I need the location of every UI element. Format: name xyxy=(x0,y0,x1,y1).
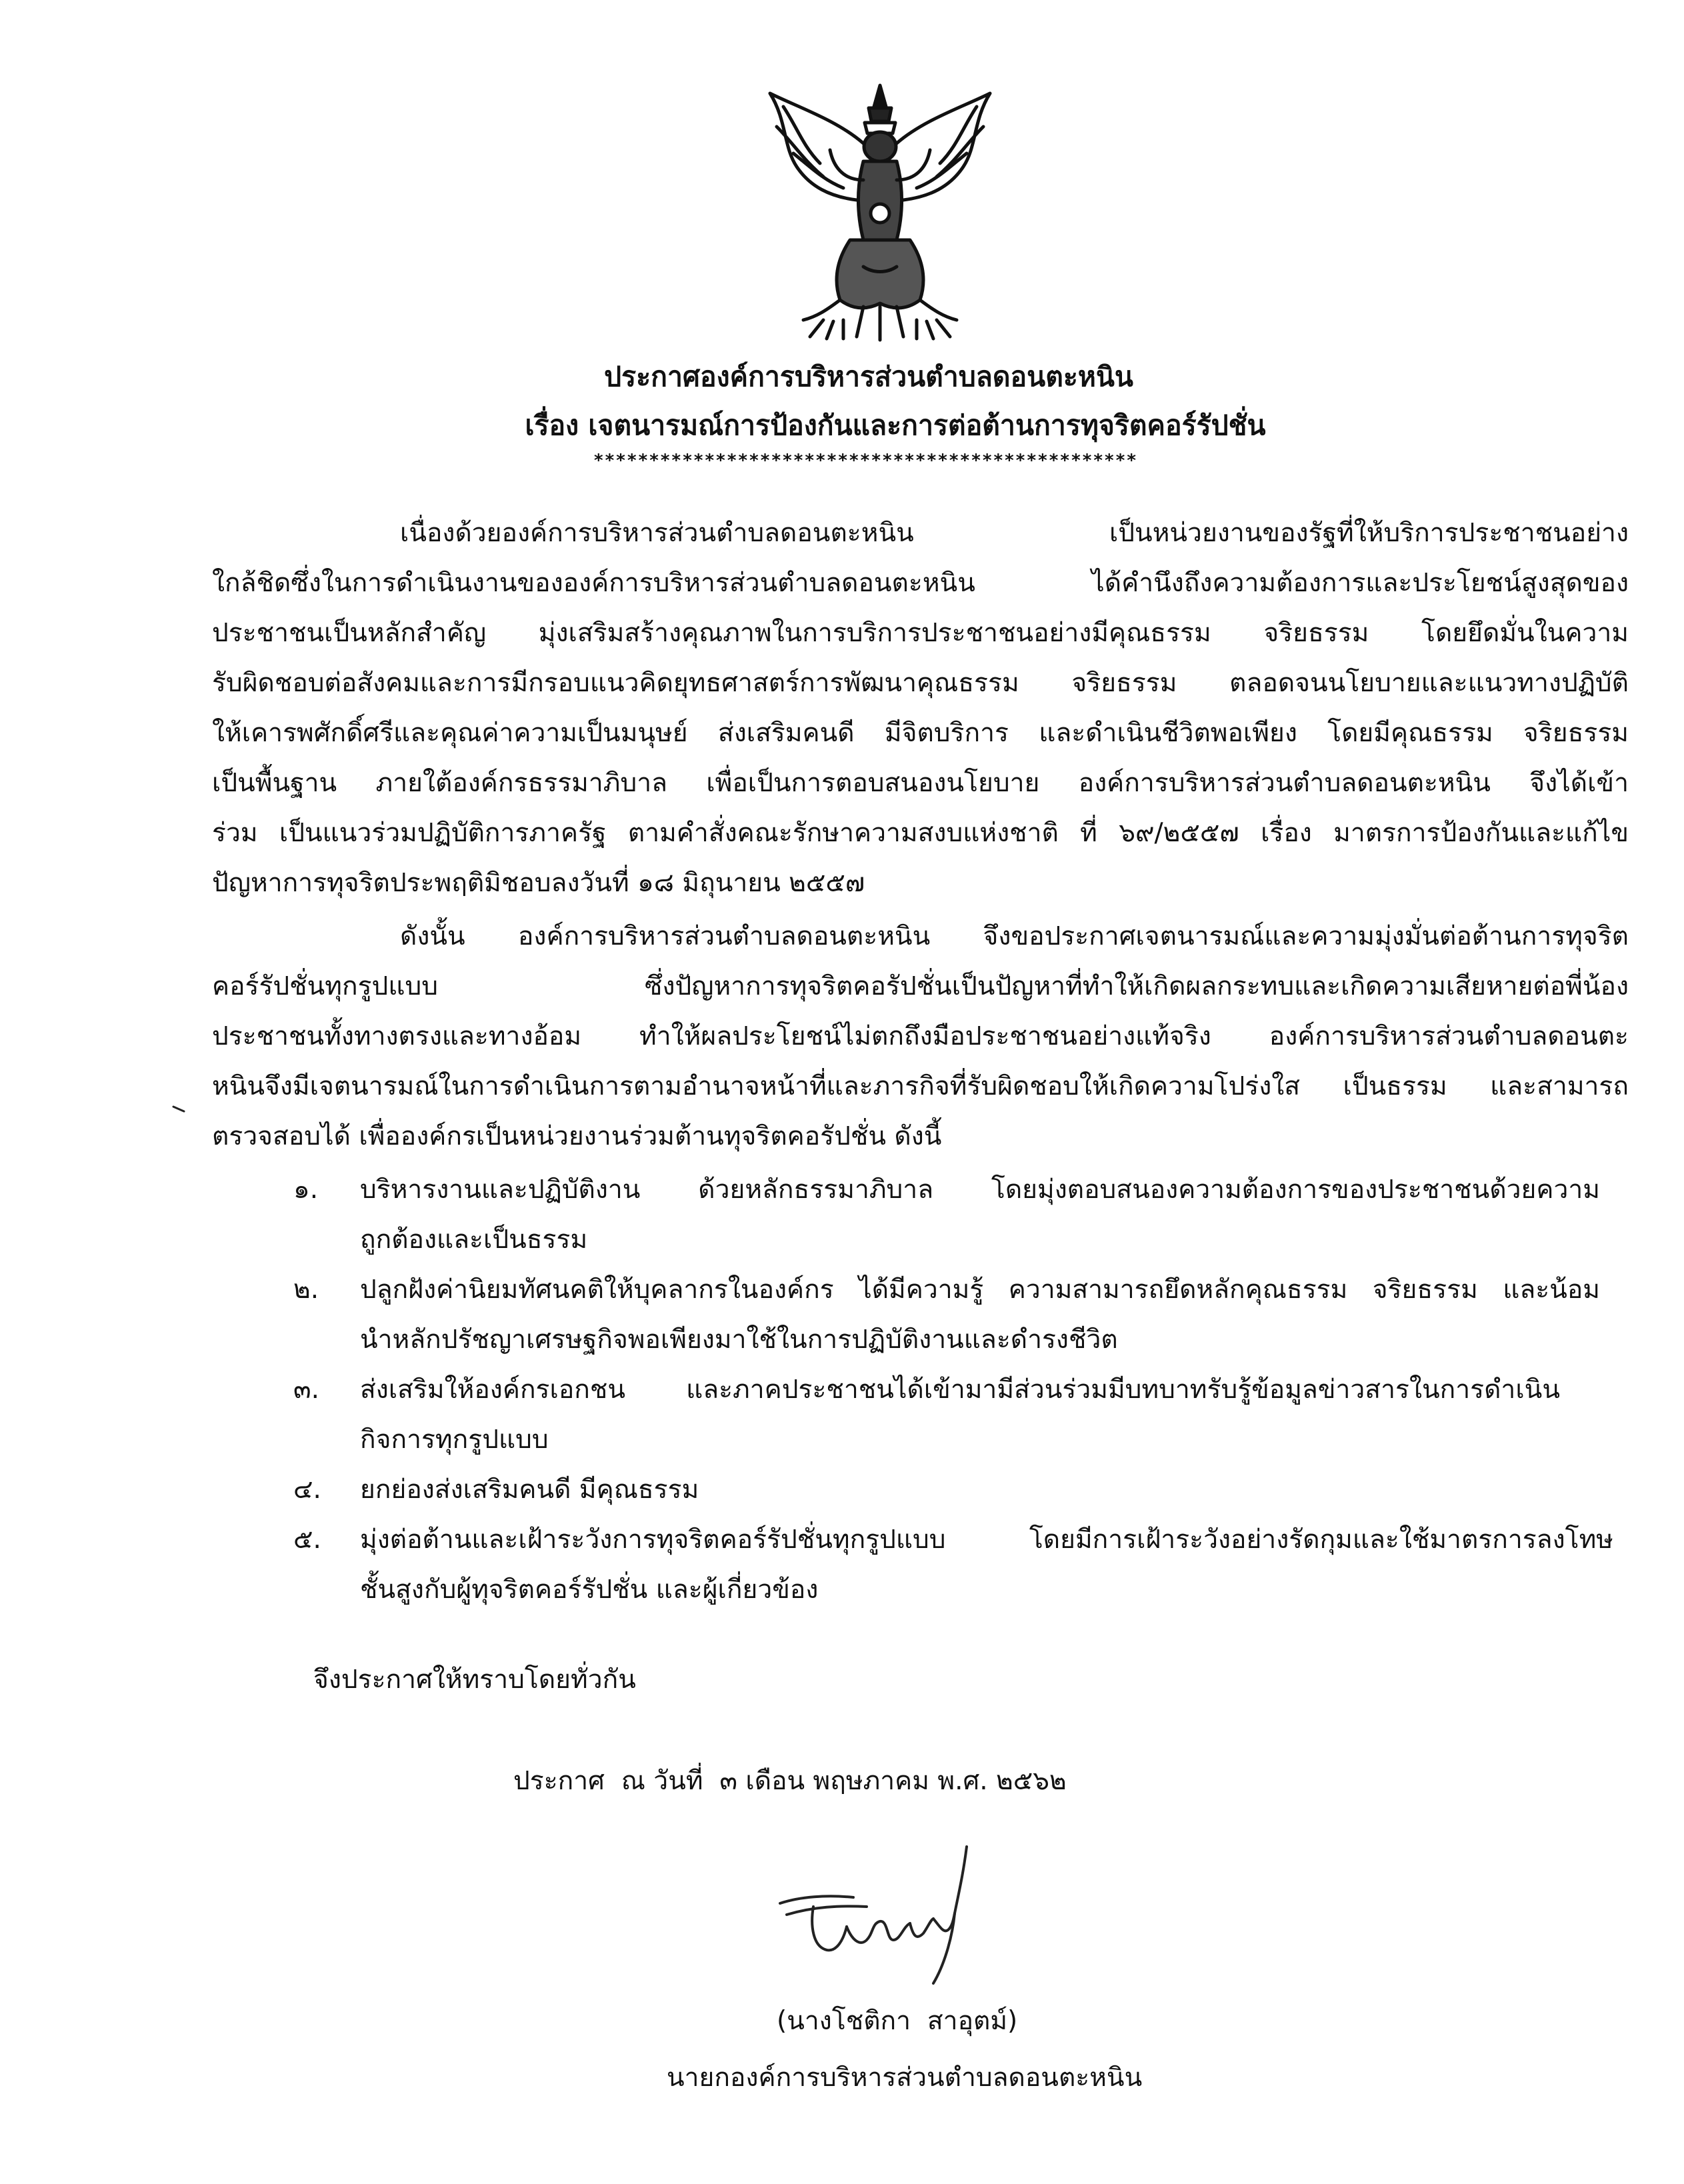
item-number: ๕. xyxy=(293,1525,321,1555)
paragraph-line: รับผิดชอบต่อสังคมและการมีกรอบแนวคิดยุทธศาสตร์การพัฒนาคุณธรรม จริยธรรม ตลอดจนนโยบายและแนวทางปฏิบัติ xyxy=(212,668,1629,698)
document-subject: เรื่อง เจตนารมณ์การป้องกันและการต่อต้านการทุจริตคอร์รัปชั่น xyxy=(525,409,1266,441)
announcement-date: ประกาศ ณ วันที่ ๓ เดือน พฤษภาคม พ.ศ. ๒๕๖๒ xyxy=(513,1766,1067,1796)
paragraph-line: ร่วม เป็นแนวร่วมปฏิบัติการภาครัฐ ตามคำสั่งคณะรักษาความสงบแห่งชาติ ที่ ๖๙/๒๕๕๗ เรื่อง มาตรการป้องกันและแก้ไข xyxy=(212,818,1629,848)
item-number: ๑. xyxy=(293,1175,319,1205)
document-title: ประกาศองค์การบริหารส่วนตำบลดอนตะหนิน xyxy=(604,361,1133,393)
paragraph-line: ดังนั้น องค์การบริหารส่วนตำบลดอนตะหนิน จึงขอประกาศเจตนารมณ์และความมุ่งมั่นต่อต้านการทุจริต xyxy=(400,921,1629,951)
item-number: ๓. xyxy=(293,1375,320,1405)
paragraph-line: ใกล้ชิดซึ่งในการดำเนินงานขององค์การบริหารส่วนตำบลดอนตะหนิน ได้คำนึงถึงความต้องการและประโยชน์สูงสุดของ xyxy=(212,568,1629,598)
item-line: ชั้นสูงกับผู้ทุจริตคอร์รัปชั่น และผู้เกี่ยวข้อง xyxy=(360,1575,819,1605)
item-line: มุ่งต่อต้านและเฝ้าระวังการทุจริตคอร์รัปชั่นทุกรูปแบบ โดยมีการเฝ้าระวังอย่างรัดกุมและใช้มาตรการลงโทษ xyxy=(360,1525,1613,1555)
item-line: ปลูกฝังค่านิยมทัศนคติให้บุคลากรในองค์กร ได้มีความรู้ ความสามารถยึดหลักคุณธรรม จริยธรรม และน้อม xyxy=(360,1275,1600,1305)
item-line: นำหลักปรัชญาเศรษฐกิจพอเพียงมาใช้ในการปฏิบัติงานและดำรงชีวิต xyxy=(360,1325,1118,1355)
signer-position: นายกองค์การบริหารส่วนตำบลดอนตะหนิน xyxy=(667,2063,1143,2093)
handwritten-signature xyxy=(773,1840,1000,1993)
garuda-emblem-icon xyxy=(757,80,1003,343)
paragraph-line: ประชาชนเป็นหลักสำคัญ มุ่งเสริมสร้างคุณภาพในการบริการประชาชนอย่างมีคุณธรรม จริยธรรม โดยยึดมั่นในความ xyxy=(212,618,1629,648)
paragraph-line: คอร์รัปชั่นทุกรูปแบบ ซึ่งปัญหาการทุจริตคอรัปชั่นเป็นปัญหาที่ทำให้เกิดผลกระทบและเกิดความเสียหายต่อพี่น้อง xyxy=(212,971,1629,1001)
item-number: ๒. xyxy=(293,1275,319,1305)
paragraph-line: หนินจึงมีเจตนารมณ์ในการดำเนินการตามอำนาจหน้าที่และภารกิจที่รับผิดชอบให้เกิดความโปร่งใส เป็นธรรม และสามารถ xyxy=(212,1071,1629,1101)
item-line: ยกย่องส่งเสริมคนดี มีคุณธรรม xyxy=(360,1475,699,1505)
paragraph-line: เนื่องด้วยองค์การบริหารส่วนตำบลดอนตะหนิน เป็นหน่วยงานของรัฐที่ให้บริการประชาชนอย่าง xyxy=(400,518,1629,548)
paragraph-line: เป็นพื้นฐาน ภายใต้องค์กรธรรมาภิบาล เพื่อเป็นการตอบสนองนโยบาย องค์การบริหารส่วนตำบลดอนตะหนิน จึงได้เข้า xyxy=(212,768,1629,798)
paragraph-line: ปัญหาการทุจริตประพฤติมิชอบลงวันที่ ๑๘ มิถุนายน ๒๕๕๗ xyxy=(212,868,865,898)
item-line: ส่งเสริมให้องค์กรเอกชน และภาคประชาชนได้เข้ามามีส่วนร่วมมีบทบาทรับรู้ข้อมูลข่าวสารในการดำเนิน xyxy=(360,1375,1560,1405)
paragraph-line: ให้เคารพศักดิ์ศรีและคุณค่าความเป็นมนุษย์ ส่งเสริมคนดี มีจิตบริการ และดำเนินชีวิตพอเพียง โดยมีคุณธรรม จริยธรรม xyxy=(212,718,1629,748)
closing-statement: จึงประกาศให้ทราบโดยทั่วกัน xyxy=(313,1665,636,1695)
item-line: ถูกต้องและเป็นธรรม xyxy=(360,1225,588,1255)
item-number: ๔. xyxy=(293,1475,321,1505)
item-line: บริหารงานและปฏิบัติงาน ด้วยหลักธรรมาภิบาล โดยมุ่งตอบสนองความต้องการของประชาชนด้วยความ xyxy=(360,1175,1600,1205)
paragraph-line: ตรวจสอบได้ เพื่อองค์กรเป็นหน่วยงานร่วมต้านทุจริตคอรัปชั่น ดังนี้ xyxy=(212,1121,942,1151)
stray-mark-icon xyxy=(172,1105,187,1113)
signer-name: (นางโชติกา สาอุตม์) xyxy=(777,2006,1018,2036)
separator-stars: ************************************************* xyxy=(593,451,1137,471)
paragraph-line: ประชาชนทั้งทางตรงและทางอ้อม ทำให้ผลประโยชน์ไม่ตกถึงมือประชาชนอย่างแท้จริง องค์การบริหารส่วนตำบลดอนตะ xyxy=(212,1021,1629,1051)
item-line: กิจการทุกรูปแบบ xyxy=(360,1425,549,1455)
